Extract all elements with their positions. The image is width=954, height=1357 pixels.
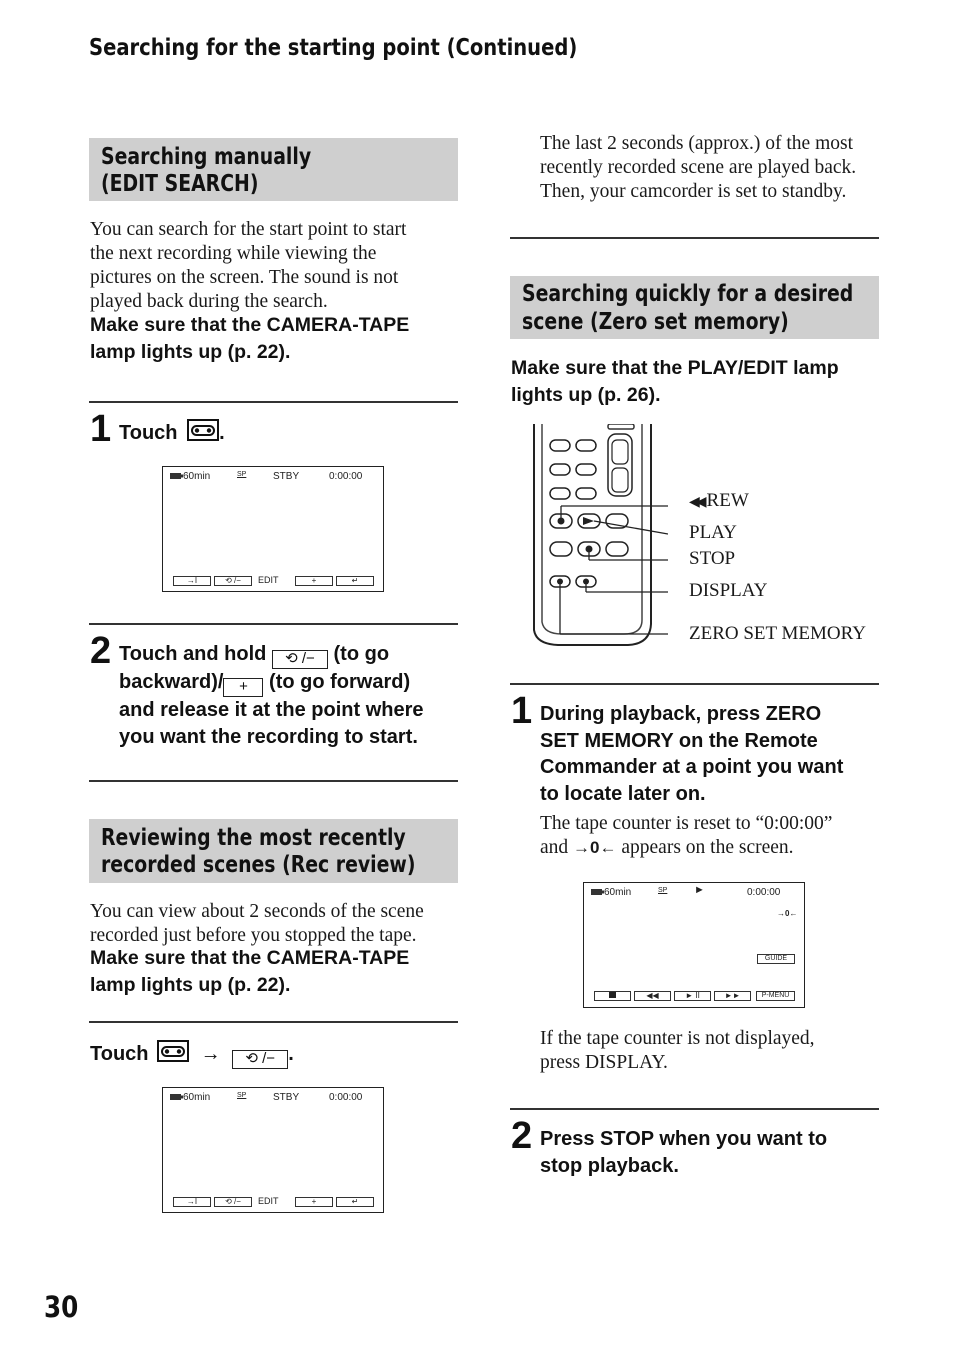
divider xyxy=(89,401,458,403)
rec-review-button-icon: ⟲ /− xyxy=(272,650,328,669)
remote-commander-illustration xyxy=(528,424,668,648)
play-label: PLAY xyxy=(689,522,737,543)
divider xyxy=(89,1021,458,1023)
edit-search-forward-button[interactable]: + xyxy=(295,1197,333,1207)
lcd-screen-edit xyxy=(162,466,384,592)
return-button[interactable]: ↵ xyxy=(336,1197,374,1207)
p-menu-button[interactable]: P-MENU xyxy=(756,991,795,1001)
fast-forward-button[interactable]: ►► xyxy=(714,991,751,1001)
divider xyxy=(510,1108,879,1110)
step-number: 1 xyxy=(511,690,533,732)
plus-button-icon: + xyxy=(223,678,263,697)
lcd-screen-playback xyxy=(583,882,805,1008)
running-header: Searching for the starting point (Continued) xyxy=(89,35,578,61)
edit-label: EDIT xyxy=(258,575,279,585)
rewind-button[interactable]: ◀◀ xyxy=(634,991,671,1001)
step1-instruction: Touch . xyxy=(119,419,225,449)
divider xyxy=(510,237,879,239)
rec-review-instruction: Touch → ⟲ /− . xyxy=(90,1040,294,1070)
zero-set-step1: During playback, press ZERO SET MEMORY on the Remote Commander at a point you want to locate later on. xyxy=(540,703,844,805)
zero-set-memory-label: ZERO SET MEMORY xyxy=(689,623,867,644)
rec-review-result: The last 2 seconds (approx.) of the most recently recorded scene are played back. Then, your camcorder is set to standby. xyxy=(540,133,857,202)
section-title-line2: recorded scenes (Rec review) xyxy=(101,852,416,878)
stop-button[interactable] xyxy=(594,991,631,1001)
section-title-line1: Reviewing the most recently xyxy=(101,825,406,851)
rec-review-button-icon: ⟲ /− xyxy=(232,1050,288,1069)
tape-icon xyxy=(157,1040,189,1070)
sp-mode: SP xyxy=(237,471,247,478)
step2-instruction: Touch and hold ⟲ /− (to go backward)/ + (to go forward) and release it at the point where you want the recording to start. xyxy=(119,643,424,748)
end-search-button[interactable]: →I xyxy=(173,576,211,586)
section-title-line1: Searching manually xyxy=(101,144,312,170)
end-search-button[interactable]: →I xyxy=(173,1197,211,1207)
section-header-zero-set xyxy=(510,276,879,339)
zero-set-icon: →0← xyxy=(573,838,617,857)
rewind-icon: ◀◀ xyxy=(689,495,703,510)
divider xyxy=(89,623,458,625)
step-number: 2 xyxy=(90,630,112,672)
zero-set-mark: →0← xyxy=(777,909,798,918)
section-header-rec-review xyxy=(89,819,458,883)
battery-indicator: 60min xyxy=(169,1092,210,1103)
zero-set-prereq: Make sure that the PLAY/EDIT lamp lights up (p. 26). xyxy=(511,357,839,406)
status-text: STBY xyxy=(273,471,300,482)
play-pause-button[interactable]: ► II xyxy=(674,991,711,1001)
rec-review-button[interactable]: ⟲ /− xyxy=(214,1197,252,1207)
tape-icon xyxy=(187,419,219,449)
arrow-right-icon: → xyxy=(200,1043,221,1066)
edit-search-prereq: Make sure that the CAMERA-TAPE lamp lights up (p. 22). xyxy=(90,314,410,363)
zero-set-note: The tape counter is reset to “0:00:00” and →0← appears on the screen. xyxy=(540,813,833,858)
rec-review-prereq: Make sure that the CAMERA-TAPE lamp lights up (p. 22). xyxy=(90,947,410,996)
divider xyxy=(510,683,879,685)
section-header-edit-search xyxy=(89,138,458,201)
lcd-screen-rec-review xyxy=(162,1087,384,1213)
section-title-line2: scene (Zero set memory) xyxy=(522,309,789,335)
rec-review-body: You can view about 2 seconds of the scene recorded just before you stopped the tape. xyxy=(90,901,424,946)
battery-indicator: 60min xyxy=(590,887,631,898)
edit-search-back-button[interactable]: ⟲ /− xyxy=(214,576,252,586)
step-number: 2 xyxy=(511,1115,533,1157)
divider xyxy=(89,780,458,782)
counter-not-displayed-note: If the tape counter is not displayed, press DISPLAY. xyxy=(540,1028,815,1073)
battery-indicator: 60min xyxy=(169,471,210,482)
rew-label: ◀◀ REW xyxy=(689,490,749,511)
section-title-line1: Searching quickly for a desired xyxy=(522,281,854,307)
step-number: 1 xyxy=(90,408,112,450)
edit-label: EDIT xyxy=(258,1196,279,1206)
tape-counter: 0:00:00 xyxy=(329,1092,363,1103)
stop-label: STOP xyxy=(689,548,736,569)
sp-mode: SP xyxy=(237,1092,247,1099)
status-text: STBY xyxy=(273,1092,300,1103)
section-title-line2: (EDIT SEARCH) xyxy=(101,171,259,197)
tape-counter: 0:00:00 xyxy=(329,471,363,482)
return-button[interactable]: ↵ xyxy=(336,576,374,586)
edit-search-forward-button[interactable]: + xyxy=(295,576,333,586)
display-label: DISPLAY xyxy=(689,580,768,601)
edit-search-body: You can search for the start point to start the next recording while viewing the pictures on the screen. The sound is not played back during the search. xyxy=(90,219,407,312)
guide-button[interactable]: GUIDE xyxy=(757,954,795,964)
zero-set-step2: Press STOP when you want to stop playback. xyxy=(540,1128,828,1177)
play-indicator-icon: ► xyxy=(694,884,705,896)
sp-mode: SP xyxy=(658,887,668,894)
page-number: 30 xyxy=(44,1290,79,1324)
tape-counter: 0:00:00 xyxy=(747,887,781,898)
